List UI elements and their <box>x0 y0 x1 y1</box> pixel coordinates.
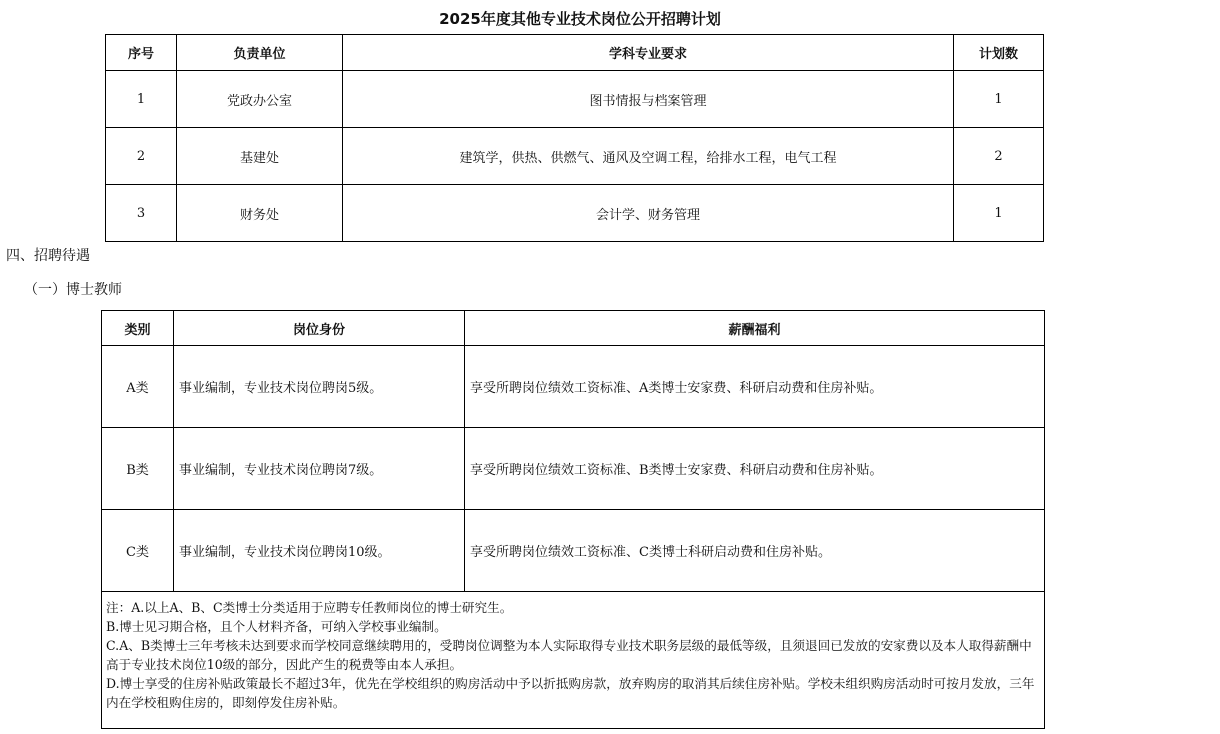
table-row <box>102 346 1045 428</box>
plan-title: 2025年度其他专业技术岗位公开招聘计划 <box>439 10 721 28</box>
header-pay: 薪酬福利 <box>465 311 1045 346</box>
cell-category: A类 <box>102 346 174 428</box>
table-row <box>106 128 1044 185</box>
cell-unit: 财务处 <box>177 185 343 242</box>
cell-unit: 基建处 <box>177 128 343 185</box>
cell-count: 2 <box>954 128 1044 185</box>
header-identity: 岗位身份 <box>174 311 465 346</box>
note-c: C.A、B类博士三年考核未达到要求而学校同意继续聘用的，受聘岗位调整为本人实际取得专业技术职务层级的最低等级，且须退回已发放的安家费以及本人取得薪酬中高于专业技术岗位10级的部分，因此产生的税费等由本人承担。 <box>106 638 1032 672</box>
cell-pay: 享受所聘岗位绩效工资标准、A类博士安家费、科研启动费和住房补贴。 <box>465 346 1045 428</box>
table-row <box>106 71 1044 128</box>
cell-pay: 享受所聘岗位绩效工资标准、C类博士科研启动费和住房补贴。 <box>465 510 1045 592</box>
note-a: 注：A.以上A、B、C类博士分类适用于应聘专任教师岗位的博士研究生。 <box>106 600 513 615</box>
header-unit: 负责单位 <box>177 35 343 71</box>
notes-cell <box>102 592 1045 729</box>
cell-no: 1 <box>106 71 177 128</box>
header-no: 序号 <box>106 35 177 71</box>
cell-pay: 享受所聘岗位绩效工资标准、B类博士安家费、科研启动费和住房补贴。 <box>465 428 1045 510</box>
cell-identity: 事业编制，专业技术岗位聘岗5级。 <box>174 346 465 428</box>
note-b: B.博士见习期合格，且个人材料齐备，可纳入学校事业编制。 <box>106 619 447 634</box>
cell-identity: 事业编制，专业技术岗位聘岗7级。 <box>174 428 465 510</box>
cell-major: 会计学、财务管理 <box>343 185 954 242</box>
benefit-table <box>101 310 1045 729</box>
table-header-row <box>106 35 1044 71</box>
table-row <box>102 428 1045 510</box>
cell-count: 1 <box>954 71 1044 128</box>
cell-no: 3 <box>106 185 177 242</box>
section-heading: 四、招聘待遇 <box>6 248 90 264</box>
cell-no: 2 <box>106 128 177 185</box>
header-count: 计划数 <box>954 35 1044 71</box>
header-category: 类别 <box>102 311 174 346</box>
cell-category: C类 <box>102 510 174 592</box>
table-row <box>106 185 1044 242</box>
header-major: 学科专业要求 <box>343 35 954 71</box>
cell-major: 建筑学，供热、供燃气、通风及空调工程，给排水工程，电气工程 <box>343 128 954 185</box>
cell-category: B类 <box>102 428 174 510</box>
cell-count: 1 <box>954 185 1044 242</box>
cell-major: 图书情报与档案管理 <box>343 71 954 128</box>
cell-unit: 党政办公室 <box>177 71 343 128</box>
table-header-row <box>102 311 1045 346</box>
notes-row <box>102 592 1045 729</box>
table-row <box>102 510 1045 592</box>
note-d: D.博士享受的住房补贴政策最长不超过3年，优先在学校组织的购房活动中予以折抵购房款，放弃购房的取消其后续住房补贴。学校未组织购房活动时可按月发放，三年内在学校租购住房的，即刻停发住房补贴。 <box>106 676 1035 710</box>
cell-identity: 事业编制，专业技术岗位聘岗10级。 <box>174 510 465 592</box>
plan-table <box>105 34 1044 242</box>
subsection-heading: （一）博士教师 <box>24 282 122 298</box>
